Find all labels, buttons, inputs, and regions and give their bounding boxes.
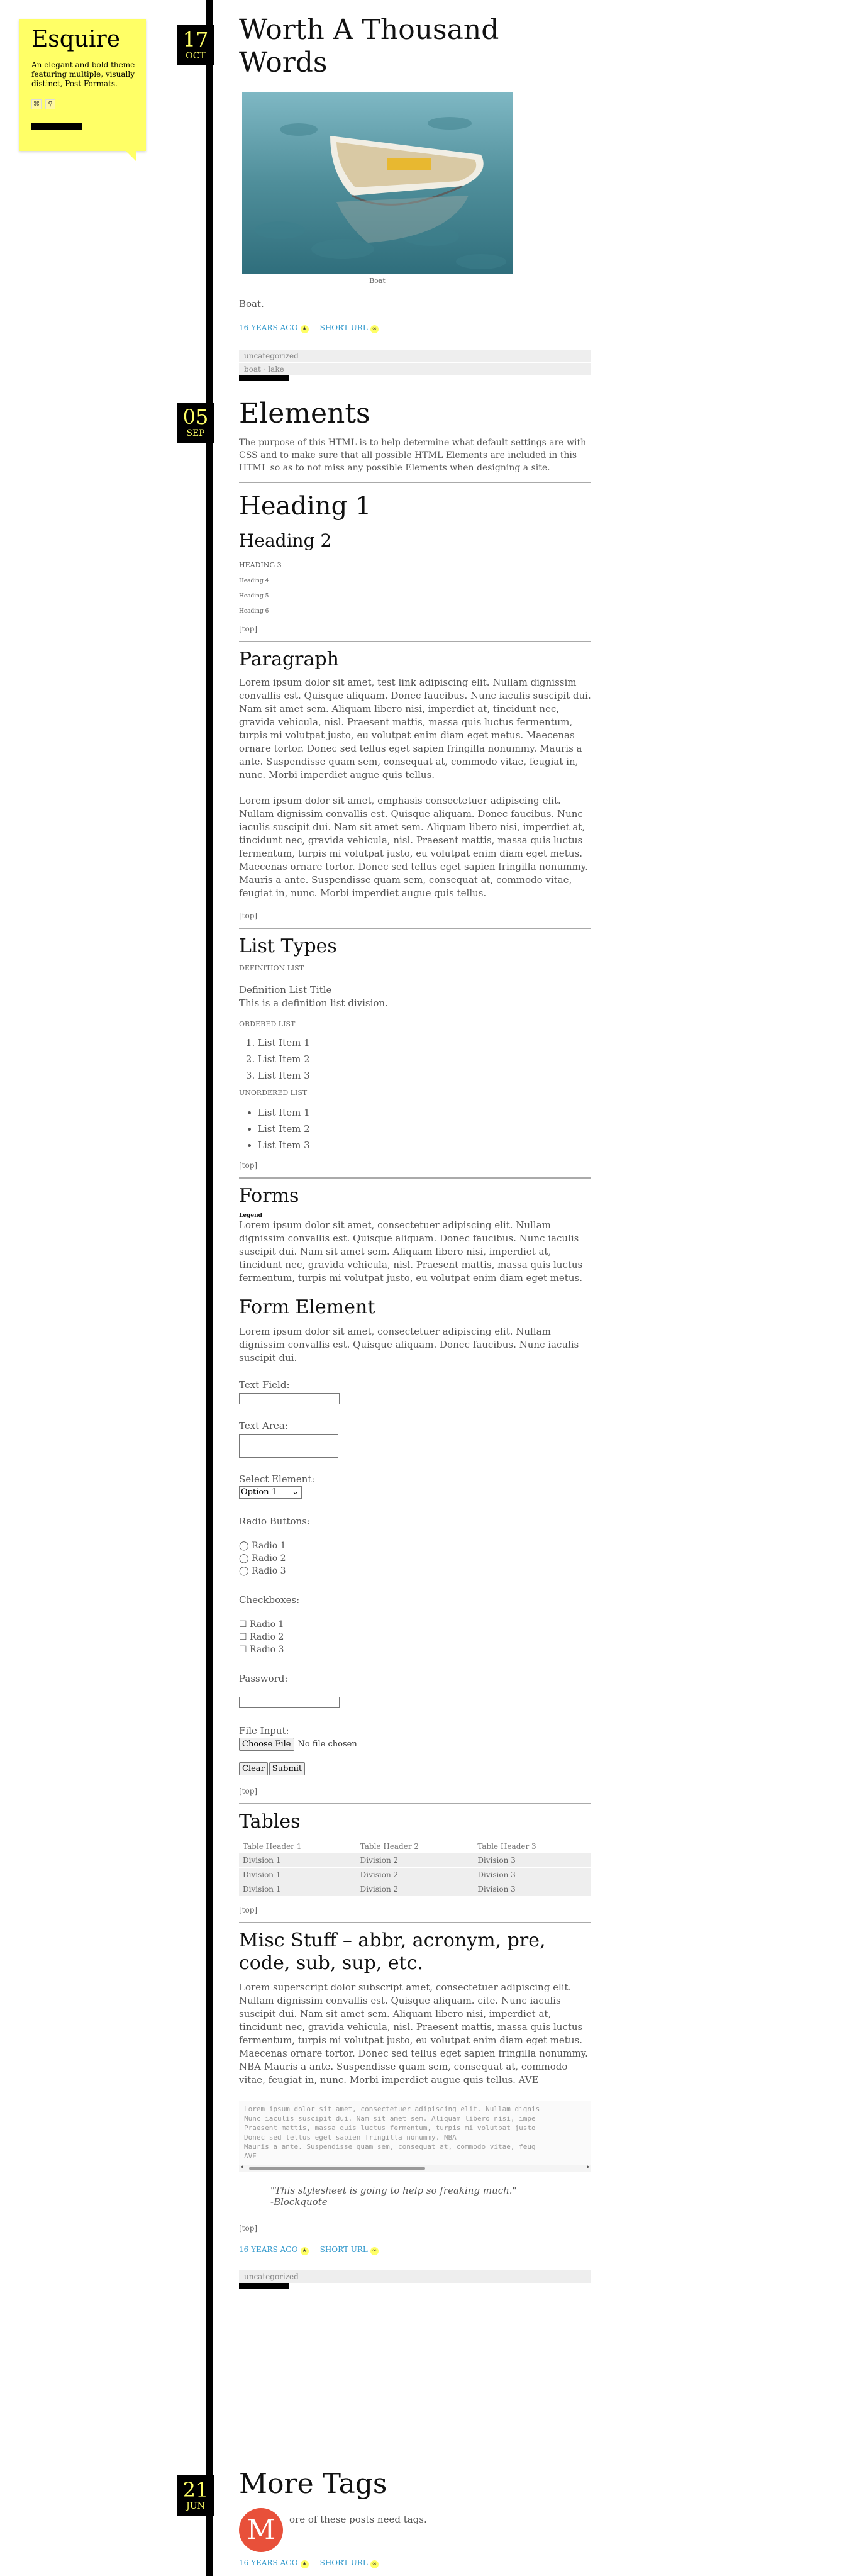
post-date-badge xyxy=(177,2475,214,2516)
forms-heading: Forms xyxy=(239,1185,299,1207)
post-more-tags xyxy=(239,2468,591,2568)
data-table xyxy=(239,1840,591,1897)
form-element-text: Lorem ipsum dolor sit amet, consectetuer adipiscing elit. Nullam dignissim convallis est. Quisque aliquam. Donec faucibus. Nunc iaculis suscipit dui. xyxy=(239,1326,579,1363)
chevron-down-icon: ⌄ xyxy=(292,1487,299,1497)
note-tail xyxy=(126,151,136,161)
star-icon: ★ xyxy=(301,2560,309,2568)
list-item: • List Item 1 xyxy=(258,1104,591,1121)
heading-4: Heading 4 xyxy=(239,578,269,584)
post-age: 16 YEARS AGO xyxy=(239,323,298,332)
taxonomy-bar xyxy=(239,375,289,381)
post-meta xyxy=(239,2558,591,2568)
unordered-list-label: UNORDERED LIST xyxy=(239,1089,308,1097)
form-legend: Legend xyxy=(239,1213,262,1219)
post-meta xyxy=(239,2245,591,2255)
post-date-badge xyxy=(177,25,214,65)
top-link[interactable]: [top] xyxy=(239,2224,258,2233)
radio-label: Radio Buttons: xyxy=(239,1516,310,1527)
post-day: 05 xyxy=(182,405,209,429)
post-age: 16 YEARS AGO xyxy=(239,2558,298,2567)
paragraph-2: Lorem ipsum dolor sit amet, emphasis consectetuer adipiscing elit. Nullam dignissim convallis est. Quisque aliquam. Donec faucibus. Nunc iaculis suscipit dui. Nam sit amet sem. Aliquam libero nisi, imperdiet at, tincidunt nec, gravida vehicula, nisl. Praesent mattis, massa quis luctus fermentum, turpis mi volutpat justo, eu volutpat enim diam eget metus. Maecenas ornare tortor. Donec sed tellus eget sapien fringilla nonummy. Mauris a ante. Suspendisse quam sem, consequat at, commodo vitae, feugiat in, nunc. Morbi imperdiet augue quis tellus. xyxy=(239,795,588,899)
list-types-heading: List Types xyxy=(239,935,337,957)
checkbox-label: Checkboxes: xyxy=(239,1594,300,1606)
post-month: JUN xyxy=(186,2501,205,2511)
post-taxonomy xyxy=(239,2270,591,2289)
text-area-label: Text Area: xyxy=(239,1420,288,1431)
post-date-badge xyxy=(177,402,214,443)
scroll-right-icon[interactable]: ▸ xyxy=(586,2163,590,2170)
table-cell: Division 2 xyxy=(357,1868,474,1882)
radio-option[interactable] xyxy=(239,1540,591,1552)
divider xyxy=(239,1922,591,1923)
tables-heading: Tables xyxy=(239,1811,301,1833)
definition-list-label: DEFINITION LIST xyxy=(239,964,304,972)
table-row xyxy=(239,1882,591,1897)
radio-group xyxy=(239,1540,591,1577)
heading-5: Heading 5 xyxy=(239,593,269,599)
site-title[interactable]: Esquire xyxy=(31,26,121,52)
text-field-input[interactable] xyxy=(239,1393,340,1404)
paragraph-heading: Paragraph xyxy=(239,648,339,670)
table-cell: Division 3 xyxy=(474,1853,591,1868)
heading-1: Heading 1 xyxy=(239,492,372,521)
file-label: File Input: xyxy=(239,1725,289,1736)
text-field-label: Text Field: xyxy=(239,1379,290,1391)
table-row xyxy=(239,1853,591,1868)
short-url-link[interactable] xyxy=(320,2558,379,2568)
blockquote-author: -Blockquote xyxy=(270,2196,328,2207)
code-line: Nunc iaculis suscipit dui. Nam sit amet sem. Aliquam libero nisi, impe xyxy=(244,2114,536,2123)
form-buttons xyxy=(239,1762,591,1775)
checkbox-text: Radio 3 xyxy=(250,1645,284,1655)
divider xyxy=(239,1803,591,1804)
divider xyxy=(239,482,591,483)
rss-icon[interactable]: ⌘ xyxy=(31,99,42,109)
divider xyxy=(239,1177,591,1179)
post-worth-a-thousand-words xyxy=(239,14,591,381)
post-taxonomy xyxy=(239,350,591,381)
list-item: • List Item 2 xyxy=(258,1121,591,1137)
post-title[interactable]: Worth A Thousand Words xyxy=(239,14,499,79)
site-description: An elegant and bold theme featuring multiple, visually distinct, Post Formats. xyxy=(31,60,135,88)
forms-text: Lorem ipsum dolor sit amet, consectetuer adipiscing elit. Nullam dignissim convallis est. Quisque aliquam. Donec faucibus. Nunc iaculis suscipit dui. Nam sit amet sem. Aliquam libero nisi, imperdiet at, tincidunt nec, gravida vehicula, nisl. Praesent mattis, massa quis luctus fermentum, turpis mi volutpat justo, eu volutpat enim diam eget metus. xyxy=(239,1219,583,1284)
link-icon: ∞ xyxy=(370,2247,379,2255)
checkbox-text: Radio 2 xyxy=(250,1632,284,1642)
radio-text: Radio 1 xyxy=(252,1541,286,1551)
table-header: Table Header 2 xyxy=(360,1842,419,1851)
choose-file-button[interactable]: Choose File xyxy=(239,1738,294,1751)
post-body: ore of these posts need tags. xyxy=(289,2514,427,2525)
heading-6: Heading 6 xyxy=(239,608,269,614)
checkbox-icon[interactable]: ☐ xyxy=(239,1619,247,1629)
post-month: SEP xyxy=(186,428,205,438)
list-item: • List Item 3 xyxy=(258,1137,591,1153)
submit-button[interactable]: Submit xyxy=(269,1762,305,1775)
link-icon: ∞ xyxy=(370,2560,379,2568)
intro-text: The purpose of this HTML is to help determine what default settings are with CSS and to make sure that all possible HTML Elements are included in this HTML so as to not miss any possible Elements when designing a site. xyxy=(239,438,587,473)
checkbox-option[interactable] xyxy=(239,1618,591,1631)
file-input xyxy=(239,1738,591,1751)
table-cell: Division 1 xyxy=(239,1853,357,1868)
star-icon: ★ xyxy=(301,2247,309,2255)
table-header: Table Header 1 xyxy=(243,1842,302,1851)
site-header-note xyxy=(19,19,146,151)
radio-text: Radio 2 xyxy=(252,1553,286,1563)
checkbox-option[interactable] xyxy=(239,1643,591,1656)
heading-3: HEADING 3 xyxy=(239,561,282,569)
table-header: Table Header 3 xyxy=(477,1842,536,1851)
avatar: M xyxy=(239,2508,283,2552)
short-url-link[interactable] xyxy=(320,2245,379,2255)
boat-image xyxy=(242,92,513,274)
form-element-heading: Form Element xyxy=(239,1296,375,1318)
post-age-link[interactable] xyxy=(239,323,309,333)
table-cell: Division 2 xyxy=(357,1853,474,1868)
checkbox-text: Radio 1 xyxy=(250,1619,284,1629)
code-scrollbar[interactable] xyxy=(239,2165,591,2172)
list-item: 1. List Item 1 xyxy=(258,1035,591,1051)
short-url: SHORT URL xyxy=(319,323,368,332)
clear-button[interactable]: Clear xyxy=(239,1762,268,1775)
checkbox-icon[interactable]: ☐ xyxy=(239,1645,247,1655)
top-link[interactable]: [top] xyxy=(239,911,258,920)
category-link[interactable]: uncategorized xyxy=(239,2270,591,2283)
ordered-list-label: ORDERED LIST xyxy=(239,1020,296,1028)
post-day: 21 xyxy=(182,2478,209,2502)
post-month: OCT xyxy=(186,51,206,61)
post-elements xyxy=(239,397,591,2289)
note-bar xyxy=(31,123,82,130)
scroll-thumb[interactable] xyxy=(249,2167,425,2170)
post-body: Boat. xyxy=(239,298,264,309)
top-link[interactable]: [top] xyxy=(239,1787,258,1796)
list-item: 2. List Item 2 xyxy=(258,1051,591,1067)
radio-circle-icon[interactable]: ◯ xyxy=(239,1553,249,1563)
top-link[interactable]: [top] xyxy=(239,1161,258,1170)
ordered-list xyxy=(239,1035,591,1084)
unordered-list xyxy=(239,1104,591,1153)
post-day: 17 xyxy=(182,28,209,52)
select-label: Select Element: xyxy=(239,1474,315,1485)
taxonomy-bar xyxy=(239,2283,289,2289)
text-area-input[interactable] xyxy=(239,1434,338,1458)
top-link[interactable]: [top] xyxy=(239,625,258,633)
post-meta xyxy=(239,323,591,333)
checkbox-group xyxy=(239,1618,591,1656)
code-line: Praesent mattis, massa quis luctus fermentum, turpis mi volutpat justo xyxy=(244,2124,536,2132)
definition-text: This is a definition list division. xyxy=(239,997,388,1009)
tag-links[interactable]: boat · lake xyxy=(239,362,591,375)
scroll-left-icon[interactable]: ◂ xyxy=(240,2163,244,2170)
post-age-link[interactable] xyxy=(239,2245,309,2255)
misc-heading: Misc Stuff – abbr, acronym, pre, code, sub, sup, etc. xyxy=(239,1929,546,1974)
table-row xyxy=(239,1868,591,1882)
table-cell: Division 2 xyxy=(357,1882,474,1897)
search-icon[interactable]: ⚲ xyxy=(45,99,55,109)
post-title[interactable]: Elements xyxy=(239,397,370,430)
heading-2: Heading 2 xyxy=(239,530,332,551)
radio-option[interactable] xyxy=(239,1565,591,1577)
short-url-link[interactable] xyxy=(320,323,379,333)
code-line: Lorem ipsum dolor sit amet, consectetuer adipiscing elit. Nullam dignis xyxy=(244,2105,540,2113)
radio-circle-icon[interactable]: ◯ xyxy=(239,1541,249,1551)
definition-title: Definition List Title xyxy=(239,984,332,996)
post-age-link[interactable] xyxy=(239,2558,309,2568)
code-line: Donec sed tellus eget sapien fringilla nonummy. NBA xyxy=(244,2133,457,2141)
select-dropdown[interactable] xyxy=(239,1486,302,1499)
short-url: SHORT URL xyxy=(319,2558,368,2567)
star-icon: ★ xyxy=(301,325,309,333)
blockquote-text: "This stylesheet is going to help so freaking much." xyxy=(270,2185,517,2196)
divider xyxy=(239,928,591,929)
password-label: Password: xyxy=(239,1673,288,1684)
file-status: No file chosen xyxy=(297,1740,357,1749)
link-icon: ∞ xyxy=(370,325,379,333)
checkbox-icon[interactable]: ☐ xyxy=(239,1632,247,1642)
post-age: 16 YEARS AGO xyxy=(239,2245,298,2254)
table-cell: Division 1 xyxy=(239,1868,357,1882)
image-caption: Boat xyxy=(369,277,386,285)
table-cell: Division 3 xyxy=(474,1868,591,1882)
list-item: 3. List Item 3 xyxy=(258,1067,591,1084)
paragraph-1: Lorem ipsum dolor sit amet, test link adipiscing elit. Nullam dignissim convallis est. Quisque aliquam. Donec faucibus. Nunc iaculis suscipit dui. Nam sit amet sem. Aliquam libero nisi, imperdiet at, tincidunt nec, gravida vehicula, nisl. Praesent mattis, massa quis luctus fermentum, turpis mi volutpat justo, eu volutpat enim diam eget metus. Maecenas ornare tortor. Donec sed tellus eget sapien fringilla nonummy. Mauris a ante. Suspendisse quam sem, consequat at, commodo vitae, feugiat in, nunc. Morbi imperdiet augue quis tellus. xyxy=(239,677,591,780)
code-block xyxy=(239,2101,591,2165)
select-value: Option 1 xyxy=(241,1487,277,1497)
checkbox-option[interactable] xyxy=(239,1631,591,1643)
table-header-row xyxy=(239,1840,591,1853)
radio-option[interactable] xyxy=(239,1552,591,1565)
timeline-line xyxy=(206,0,213,2576)
misc-text: Lorem superscript dolor subscript amet, consectetuer adipiscing elit. Nullam dignissim convallis est. Quisque aliquam. cite. Nunc iaculis suscipit dui. Nam sit amet sem. Aliquam libero nisi, imperdiet at, tincidunt nec, gravida vehicula, nisl. Praesent mattis, massa quis luctus fermentum, turpis mi volutpat justo, eu volutpat enim diam eget metus. Maecenas ornare tortor. Donec sed tellus eget sapien fringilla nonummy. NBA Mauris a ante. Suspendisse quam sem, consequat at, commodo vitae, feugiat in, nunc. Morbi imperdiet augue quis tellus. AVE xyxy=(239,1982,588,2085)
table-cell: Division 3 xyxy=(474,1882,591,1897)
code-line: AVE xyxy=(244,2152,257,2160)
radio-text: Radio 3 xyxy=(252,1566,286,1576)
code-line: Mauris a ante. Suspendisse quam sem, consequat at, commodo vitae, feug xyxy=(244,2143,536,2151)
top-link[interactable]: [top] xyxy=(239,1906,258,1914)
category-link[interactable]: uncategorized xyxy=(239,350,591,362)
radio-circle-icon[interactable]: ◯ xyxy=(239,1566,249,1576)
short-url: SHORT URL xyxy=(319,2245,368,2254)
header-icons xyxy=(31,99,55,109)
post-title[interactable]: More Tags xyxy=(239,2468,387,2500)
password-input[interactable] xyxy=(239,1697,340,1708)
table-cell: Division 1 xyxy=(239,1882,357,1897)
post-body-row xyxy=(239,2508,591,2552)
divider xyxy=(239,641,591,642)
